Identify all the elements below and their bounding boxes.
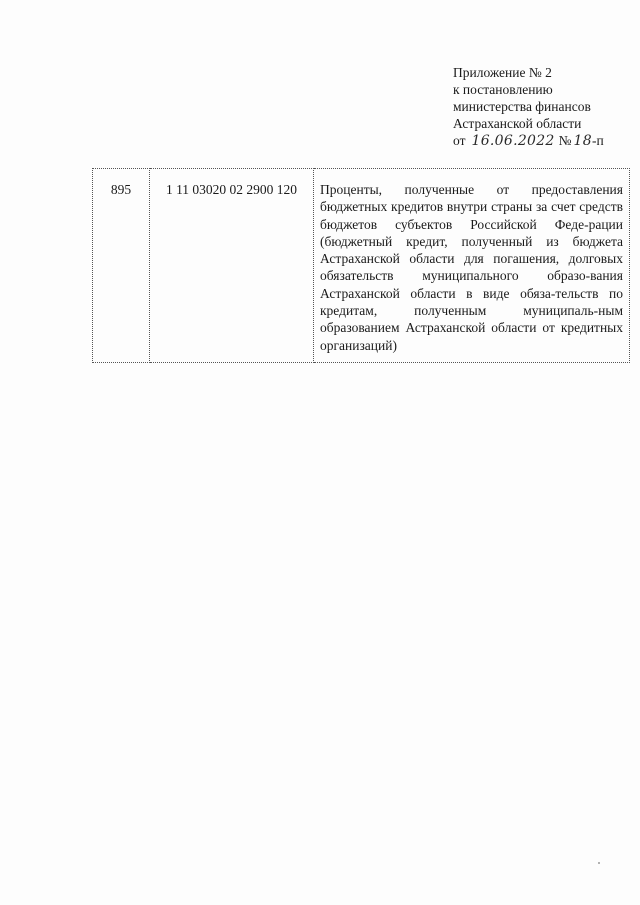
admin-code-cell: 895 — [93, 169, 150, 363]
appendix-title: Приложение № 2 — [453, 65, 552, 80]
kbk-code-cell: 1 11 03020 02 2900 120 — [150, 169, 314, 363]
handwritten-date: 16.06.2022 — [471, 133, 555, 149]
handwritten-number: 18 — [573, 133, 592, 149]
appendix-header — [453, 64, 623, 150]
date-prefix: от — [453, 133, 466, 148]
appendix-ministry: министерства финансов — [453, 99, 591, 114]
appendix-date-line — [453, 132, 623, 150]
revenue-name-cell: Проценты, полученные от предоставления бюджетных кредитов внутри страны за счет средств бюджетов субъектов Российской Феде-рации (бюджетный кредит, полученный из бюджета Астраханской области для погашения, долговых обязательств муниципального образо-вания Астраханской области в виде обяза-тельств по кредитам, полученным муниципаль-ным образованием Астраханской области от кредитных организаций) — [314, 169, 630, 363]
number-suffix: -п — [591, 133, 604, 148]
revenue-codes-table — [92, 168, 630, 363]
number-sign: № — [558, 133, 572, 148]
appendix-resolution-ref: к постановлению — [453, 82, 553, 97]
table-row — [93, 169, 630, 363]
appendix-region: Астраханской области — [453, 116, 582, 131]
scan-speck — [598, 862, 600, 864]
